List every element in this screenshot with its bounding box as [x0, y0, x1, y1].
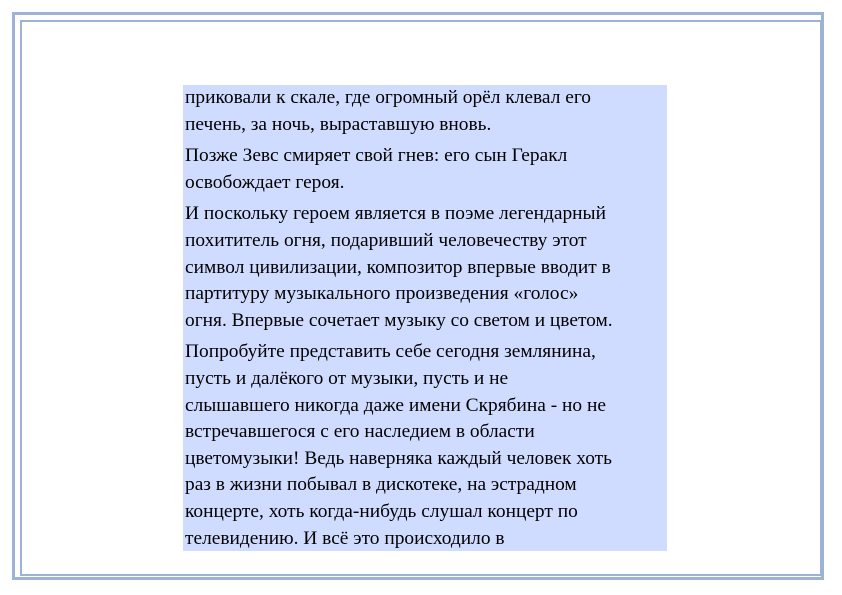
paragraph-line: встречавшегося с его наследием в области — [185, 421, 535, 443]
paragraph-line: концерте, хоть когда-нибудь слушал концерт по — [185, 500, 578, 522]
paragraph-line: символ цивилизации, композитор впервые вводит в — [185, 256, 611, 278]
paragraph-line: партитуру музыкального произведения «голос» — [185, 283, 579, 305]
paragraph-line: раз в жизни побывал в дискотеке, на эстрадном — [185, 474, 577, 496]
paragraph-line: пусть и далёкого от музыки, пусть и не — [185, 367, 509, 389]
paragraph-line: Позже Зевс смиряет свой гнев: его сын Геракл — [185, 145, 568, 167]
paragraph-1 — [185, 85, 665, 138]
text-block — [183, 85, 667, 551]
paragraph-line: телевидению. И всё это происходило в — [185, 527, 505, 549]
paragraph-line: огня. Впервые сочетает музыку со светом и цветом. — [185, 309, 613, 331]
paragraph-line: цветомузыки! Ведь наверняка каждый человек хоть — [185, 447, 612, 469]
paragraph-4 — [185, 339, 665, 551]
paragraph-line: похититель огня, подаривший человечеству этот — [185, 229, 587, 251]
paragraph-2 — [185, 143, 665, 196]
paragraph-line: приковали к скале, где огромный орёл клевал его — [185, 87, 591, 108]
paragraph-3 — [185, 201, 665, 334]
paragraph-line: освобождает героя. — [185, 171, 345, 193]
paragraph-line: слышавшего никогда даже имени Скрябина - но не — [185, 394, 606, 416]
paragraph-line: печень, за ночь, выраставшую вновь. — [185, 113, 492, 135]
paragraph-line: Попробуйте представить себе сегодня землянина, — [185, 341, 596, 363]
paragraph-line: И поскольку героем является в поэме легендарный — [185, 203, 606, 225]
